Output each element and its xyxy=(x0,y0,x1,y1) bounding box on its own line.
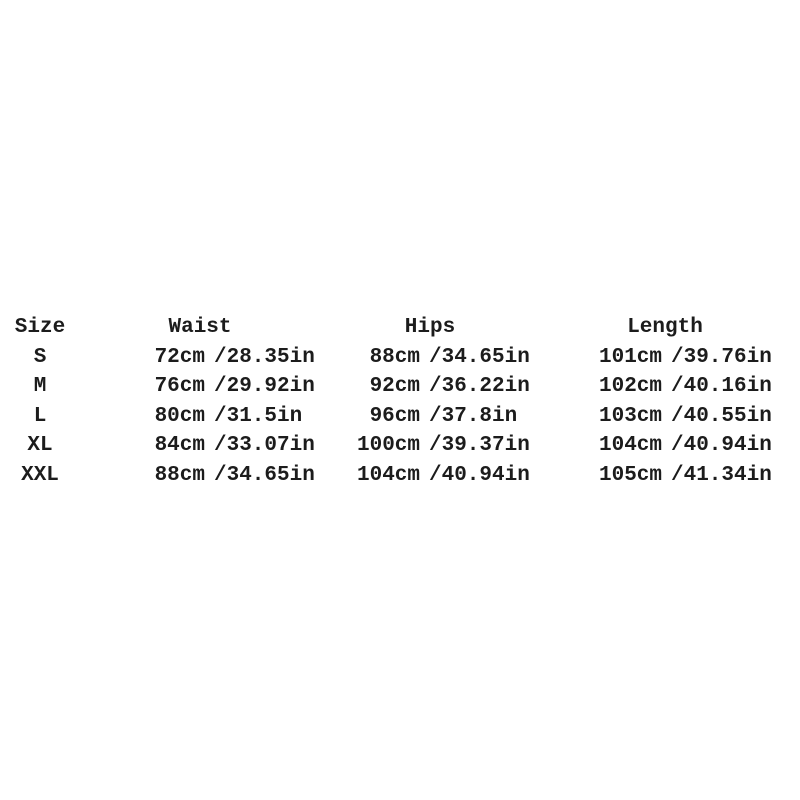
waist-inch-value: /31.5in xyxy=(214,404,303,428)
size-label: XXL xyxy=(21,463,59,487)
waist-cm-value: 76cm xyxy=(154,375,205,398)
length-cm-value: 103cm xyxy=(598,404,662,428)
length-inch-value: /40.94in xyxy=(671,434,772,457)
column-header-hips: Hips xyxy=(404,316,456,339)
hips-value xyxy=(320,431,540,461)
column-header-waist: Waist xyxy=(168,316,232,339)
size-label: L xyxy=(33,404,47,428)
size-label: M xyxy=(33,375,47,398)
waist-cm-value: 88cm xyxy=(154,463,205,487)
hips-value xyxy=(320,461,540,491)
length-inch-value: /41.34in xyxy=(671,463,772,487)
hips-value xyxy=(320,343,540,373)
length-value xyxy=(540,431,790,461)
hips-cm-value: 96cm xyxy=(369,404,420,428)
length-value xyxy=(540,372,790,402)
length-value xyxy=(540,402,790,432)
size-chart-row xyxy=(0,402,800,432)
size-chart-row xyxy=(0,372,800,402)
waist-value xyxy=(80,372,320,402)
waist-inch-value: /29.92in xyxy=(214,375,315,398)
hips-inch-value: /36.22in xyxy=(429,375,530,398)
waist-value xyxy=(80,431,320,461)
waist-value xyxy=(80,461,320,491)
size-chart-table xyxy=(0,313,800,490)
hips-value xyxy=(320,372,540,402)
size-label: XL xyxy=(27,434,53,457)
length-cm-value: 102cm xyxy=(598,375,662,398)
column-header-size: Size xyxy=(14,316,66,339)
column-header-length: Length xyxy=(627,316,703,339)
size-chart-row xyxy=(0,343,800,373)
length-inch-value: /39.76in xyxy=(671,345,772,369)
hips-value xyxy=(320,402,540,432)
waist-inch-value: /28.35in xyxy=(214,345,315,369)
waist-inch-value: /34.65in xyxy=(214,463,315,487)
hips-inch-value: /39.37in xyxy=(429,434,530,457)
length-value xyxy=(540,461,790,491)
waist-cm-value: 80cm xyxy=(154,404,205,428)
length-inch-value: /40.55in xyxy=(671,404,772,428)
length-cm-value: 101cm xyxy=(598,345,662,369)
waist-cm-value: 84cm xyxy=(154,434,205,457)
hips-cm-value: 92cm xyxy=(369,375,420,398)
hips-inch-value: /37.8in xyxy=(429,404,518,428)
size-label: S xyxy=(33,345,47,369)
hips-inch-value: /40.94in xyxy=(429,463,530,487)
size-chart-row xyxy=(0,461,800,491)
size-chart-body xyxy=(0,343,800,491)
size-chart-header-row xyxy=(0,313,800,343)
waist-inch-value: /33.07in xyxy=(214,434,315,457)
waist-value xyxy=(80,343,320,373)
waist-value xyxy=(80,402,320,432)
length-cm-value: 105cm xyxy=(598,463,662,487)
length-value xyxy=(540,343,790,373)
hips-inch-value: /34.65in xyxy=(429,345,530,369)
hips-cm-value: 100cm xyxy=(356,434,420,457)
waist-cm-value: 72cm xyxy=(154,345,205,369)
hips-cm-value: 88cm xyxy=(369,345,420,369)
length-inch-value: /40.16in xyxy=(671,375,772,398)
hips-cm-value: 104cm xyxy=(356,463,420,487)
size-chart-row xyxy=(0,431,800,461)
length-cm-value: 104cm xyxy=(598,434,662,457)
